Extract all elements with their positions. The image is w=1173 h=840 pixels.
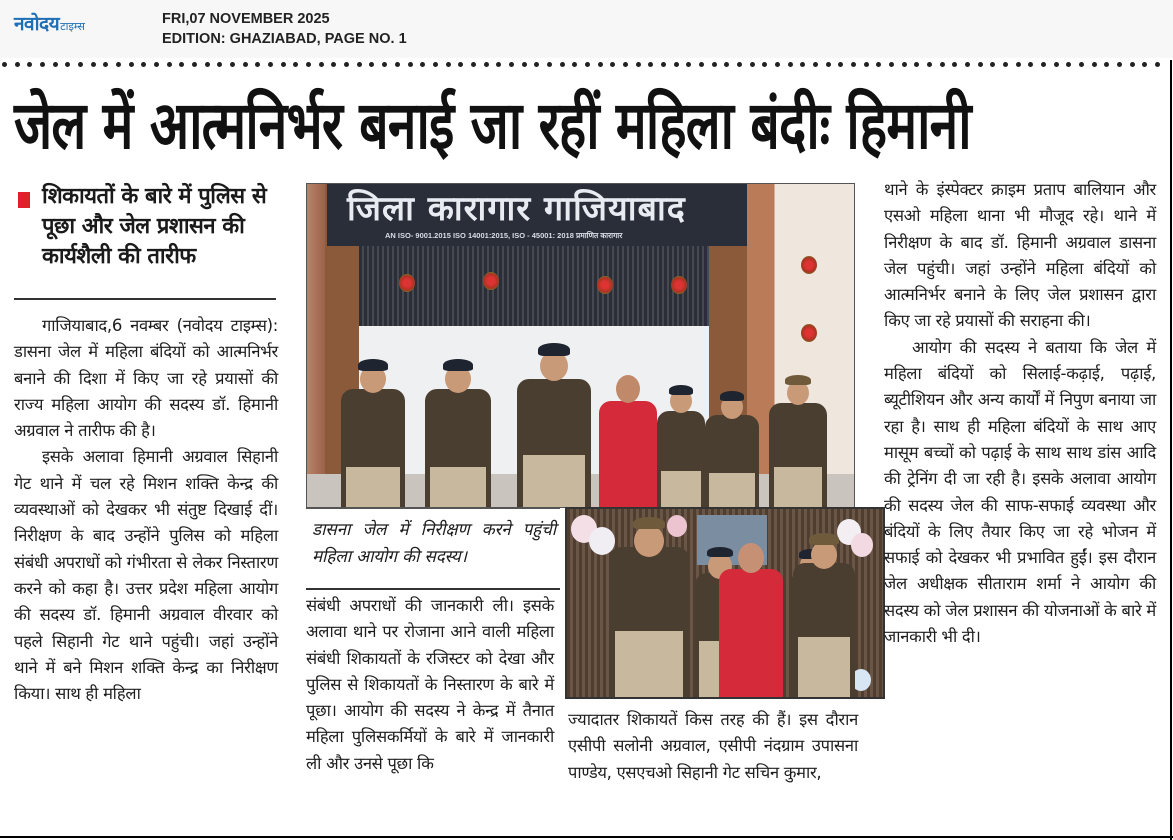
edition-line: EDITION: GHAZIABAD, PAGE NO. 1 <box>162 31 407 47</box>
dot-icon <box>522 62 527 67</box>
dot-icon <box>420 62 425 67</box>
dot-icon <box>268 62 273 67</box>
dot-icon <box>1142 62 1147 67</box>
dot-icon <box>53 62 58 67</box>
dot-icon <box>15 62 20 67</box>
dot-icon <box>446 62 451 67</box>
paragraph: ज्यादातर शिकायतें किस तरह की हैं। इस दौरान एसीपी सलोनी अग्रवाल, एसीपी नंदग्राम उपासना पाण्डेय, एसएचओ सिहानी गेट सचिन कुमार, <box>568 710 858 782</box>
dot-icon <box>534 62 539 67</box>
person-commission-member <box>719 569 783 697</box>
photo-caption <box>306 508 560 590</box>
person-officer <box>425 389 491 507</box>
flower-decoration-icon <box>597 276 613 294</box>
article-subhead <box>14 182 278 272</box>
date-line: FRI,07 NOVEMBER 2025 <box>162 11 330 27</box>
dot-icon <box>91 62 96 67</box>
dot-icon <box>623 62 628 67</box>
jail-sign-iso: AN ISO- 9001.2015 ISO 14001:2015, ISO - 45001: 2018 प्रमाणित कारागार <box>385 231 623 240</box>
dot-icon <box>344 62 349 67</box>
dot-icon <box>65 62 70 67</box>
dot-icon <box>103 62 108 67</box>
paragraph: थाने के इंस्पेक्टर क्राइम प्रताप बालियान और एसओ महिला थाना भी मौजूद रहे। थाने में निरीक्षण के बाद डॉ. हिमानी अग्रवाल डासना जेल पहुंची। जहां उन्होंने महिला बंदियों को आत्मनिर्भर बनाने के लिए जेल प्रशासन द्वारा किए जा रहे प्रयासों की सराहना की। <box>884 180 1156 331</box>
dot-icon <box>686 62 691 67</box>
dot-icon <box>940 62 945 67</box>
dot-icon <box>775 62 780 67</box>
dot-icon <box>978 62 983 67</box>
dot-icon <box>357 62 362 67</box>
dot-icon <box>1066 62 1071 67</box>
article-column-3 <box>568 707 858 786</box>
dot-icon <box>585 62 590 67</box>
dot-icon <box>1117 62 1122 67</box>
dot-icon <box>560 62 565 67</box>
flower-decoration-icon <box>483 272 499 290</box>
dot-icon <box>598 62 603 67</box>
dot-icon <box>927 62 932 67</box>
person-officer <box>657 411 705 507</box>
jail-sign-title: जिला कारागार गाजियाबाद <box>347 189 686 229</box>
dot-icon <box>395 62 400 67</box>
dot-icon <box>990 62 995 67</box>
dot-icon <box>382 62 387 67</box>
dot-icon <box>458 62 463 67</box>
dot-icon <box>1041 62 1046 67</box>
paragraph: इसके अलावा हिमानी अग्रवाल सिहानी गेट थाने में चल रहे मिशन शक्ति केन्द्र की व्यवस्थाओं को देखकर भी संतुष्ट दिखाई दीं। निरीक्षण के बाद उन्होंने पुलिस को महिला संबंधी अपराधों को गंभीरता से लेकर निस्तारण करने को कहा है। उत्तर प्रदेश महिला आयोग की सदस्य डॉ. हिमानी अग्रवाल वीरवार को पहले सिहानी गेट थाने पहुंची। जहां उन्होंने थाने में बने मिशन शक्ति केन्द्र का निरीक्षण किया। साथ ही महिला <box>14 447 278 704</box>
dot-icon <box>408 62 413 67</box>
dot-icon <box>965 62 970 67</box>
article-column-4 <box>884 177 1156 650</box>
dot-icon <box>1092 62 1097 67</box>
dot-icon <box>674 62 679 67</box>
dot-icon <box>217 62 222 67</box>
dot-icon <box>1028 62 1033 67</box>
dot-icon <box>712 62 717 67</box>
dot-icon <box>889 62 894 67</box>
dot-icon <box>40 62 45 67</box>
photo-jail-sign <box>327 184 747 246</box>
dot-icon <box>636 62 641 67</box>
dot-icon <box>788 62 793 67</box>
balloon-icon <box>667 515 687 537</box>
person-officer <box>793 563 855 697</box>
article-column-1 <box>14 313 278 707</box>
page-right-border <box>1170 60 1172 840</box>
dot-icon <box>2 62 7 67</box>
dot-icon <box>1054 62 1059 67</box>
article-column-2 <box>306 593 554 777</box>
caption-text: डासना जेल में निरीक्षण करने पहुंची महिला आयोग की सदस्य। <box>312 520 556 567</box>
dot-icon <box>737 62 742 67</box>
dot-icon <box>281 62 286 67</box>
photo-jail-entrance-group <box>306 183 855 508</box>
paragraph: संबंधी अपराधों की जानकारी ली। इसके अलावा थाने पर रोजाना आने वाली महिला संबंधी शिकायतों के रजिस्टर को देखा और पुलिस से शिकायतों के निस्तारण के बारे में पूछा। आयोग की सदस्य ने केन्द्र में तैनात महिला पुलिसकर्मियों के बारे में जानकारी ली और उनसे पूछा कि <box>306 596 554 773</box>
dot-icon <box>914 62 919 67</box>
dot-icon <box>129 62 134 67</box>
dot-icon <box>369 62 374 67</box>
dot-icon <box>1079 62 1084 67</box>
person-officer <box>705 415 759 507</box>
dot-icon <box>762 62 767 67</box>
person-officer <box>609 547 689 697</box>
dot-icon <box>572 62 577 67</box>
dot-icon <box>205 62 210 67</box>
dot-icon <box>838 62 843 67</box>
person-officer <box>517 379 591 507</box>
person-officer <box>341 389 405 507</box>
dot-icon <box>813 62 818 67</box>
flower-decoration-icon <box>399 274 415 292</box>
dot-icon <box>661 62 666 67</box>
subhead-divider <box>14 298 276 300</box>
dot-icon <box>699 62 704 67</box>
dot-icon <box>826 62 831 67</box>
dot-icon <box>331 62 336 67</box>
dot-icon <box>509 62 514 67</box>
flower-decoration-icon <box>671 276 687 294</box>
dot-icon <box>864 62 869 67</box>
dot-icon <box>610 62 615 67</box>
dot-icon <box>1130 62 1135 67</box>
dot-icon <box>306 62 311 67</box>
article-headline: जेल में आत्मनिर्भर बनाई जा रहीं महिला बंदीः हिमानी <box>14 87 971 164</box>
photo-brick-wall <box>307 184 325 507</box>
person-officer <box>769 403 827 507</box>
masthead <box>0 0 1173 58</box>
dot-icon <box>876 62 881 67</box>
dot-icon <box>293 62 298 67</box>
dot-icon <box>547 62 552 67</box>
dot-icon <box>724 62 729 67</box>
dot-icon <box>1155 62 1160 67</box>
dot-icon <box>750 62 755 67</box>
subhead-text: शिकायतों के बारे में पुलिस से पूछा और जेल प्रशासन की कार्यशैली की तारीफ <box>42 184 267 269</box>
person-commission-member <box>599 401 657 507</box>
dot-icon <box>141 62 146 67</box>
dot-icon <box>648 62 653 67</box>
flower-decoration-icon <box>801 256 817 274</box>
dot-icon <box>243 62 248 67</box>
balloon-icon <box>851 533 873 557</box>
dot-icon <box>1003 62 1008 67</box>
dot-icon <box>154 62 159 67</box>
dot-icon <box>484 62 489 67</box>
page-bottom-border <box>0 836 1173 838</box>
dot-icon <box>433 62 438 67</box>
red-square-bullet-icon <box>18 192 30 208</box>
dot-icon <box>902 62 907 67</box>
dot-icon <box>116 62 121 67</box>
edition-info <box>162 9 407 49</box>
dot-icon <box>230 62 235 67</box>
dot-icon <box>952 62 957 67</box>
dot-icon <box>1016 62 1021 67</box>
photo-inside-group <box>565 507 885 699</box>
dot-icon <box>167 62 172 67</box>
dot-icon <box>851 62 856 67</box>
paragraph: गाजियाबाद,6 नवम्बर (नवोदय टाइम्स): डासना जेल में महिला बंदियों को आत्मनिर्भर बनाने की दिशा में किए जा रहे प्रयासों की राज्य महिला आयोग की सदस्य डॉ. हिमानी अग्रवाल ने तारीफ की है। <box>14 316 278 441</box>
dot-icon <box>800 62 805 67</box>
logo-sub-text: टाइम्स <box>60 20 85 33</box>
dot-icon <box>179 62 184 67</box>
logo-main-text: नवोदय <box>14 13 60 35</box>
dot-icon <box>78 62 83 67</box>
dot-icon <box>27 62 32 67</box>
dot-icon <box>192 62 197 67</box>
dot-icon <box>471 62 476 67</box>
dotted-divider <box>0 58 1163 70</box>
dot-icon <box>496 62 501 67</box>
newspaper-logo <box>14 10 85 36</box>
dot-icon <box>1104 62 1109 67</box>
flower-decoration-icon <box>801 324 817 342</box>
dot-icon <box>319 62 324 67</box>
dot-icon <box>255 62 260 67</box>
paragraph: आयोग की सदस्य ने बताया कि जेल में महिला बंदियों को सिलाई-कढ़ाई, पढ़ाई, ब्यूटीशियन और अन्य कार्यों में निपुण बनाया जा रहा है। साथ ही महिला बंदियों के साथ आए मासूम बच्चों को पढ़ाई के साथ साथ डांस आदि की ट्रेनिंग दी जा रही है। इसके अलावा आयोग की सदस्य जेल की साफ-सफाई व्यवस्था और बंदियों के लिए तैयार किए जा रहे भोजन में सफाई को देखकर भी प्रभावित हुईं। इस दौरान जेल अधीक्षक सीताराम शर्मा ने आयोग की सदस्य को जेल प्रशासन की योजनाओं के बारे में जानकारी भी दी। <box>884 337 1156 647</box>
